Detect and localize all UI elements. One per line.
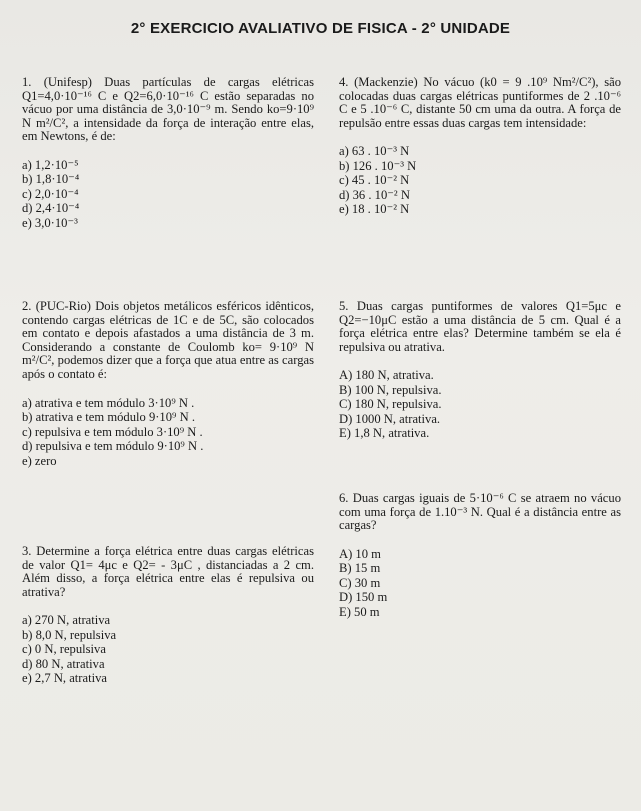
question-6-option-a: A) 10 m [339, 546, 381, 561]
question-6 [339, 492, 621, 619]
question-5-option-a: A) 180 N, atrativa. [339, 368, 434, 383]
question-6-option-d: D) 150 m [339, 590, 388, 605]
question-5-option-d: D) 1000 N, atrativa. [339, 411, 441, 426]
question-1-option-e: e) 3,0·10⁻³ [22, 215, 78, 230]
question-1 [22, 76, 314, 230]
question-5-option-e: E) 1,8 N, atrativa. [339, 426, 430, 441]
question-6-options [339, 547, 621, 620]
question-3-stem: 3. Determine a força elétrica entre duas cargas elétricas de valor Q1= 4μc e Q2= - 3μC , distanciadas a 2 cm. Além disso, a força elétrica entre elas é repulsiva ou atrativa? [22, 544, 314, 599]
page-title: 2° EXERCICIO AVALIATIVO DE FISICA - 2° UNIDADE [130, 20, 511, 37]
question-2-options [22, 396, 314, 469]
question-2-option-a: a) atrativa e tem módulo 3·10⁹ N . [22, 395, 195, 410]
question-6-option-c: C) 30 m [339, 575, 381, 590]
question-3-option-b: b) 8,0 N, repulsiva [22, 627, 117, 642]
question-1-stem: 1. (Unifesp) Duas partículas de cargas elétricas Q1=4,0·10⁻¹⁶ C e Q2=6,0·10⁻¹⁶ C estão separadas no vácuo por uma distância de 3,0·10⁻⁹ m. Sendo ko=9·10⁹ N m²/C², a intensidade da força de interação entre elas, em Newtons, é de: [22, 75, 314, 144]
question-1-option-a: a) 1,2·10⁻⁵ [22, 157, 79, 172]
question-3-option-e: e) 2,7 N, atrativa [22, 671, 107, 686]
question-5-stem: 5. Duas cargas puntiformes de valores Q1=5μc e Q2=−10μC estão a uma distância de 5 cm. Qual é a força elétrica entre elas? Determine também se ela é repulsiva ou atrativa. [339, 299, 621, 354]
question-4-option-a: a) 63 . 10⁻³ N [339, 144, 410, 159]
question-5-options [339, 368, 621, 441]
question-1-option-d: d) 2,4·10⁻⁴ [22, 201, 80, 216]
question-4-option-d: d) 36 . 10⁻² N [339, 187, 410, 202]
question-5-option-c: C) 180 N, repulsiva. [339, 397, 442, 412]
question-3 [22, 545, 314, 686]
question-6-option-e: E) 50 m [339, 604, 380, 619]
question-2-option-c: c) repulsiva e tem módulo 3·10⁹ N . [22, 424, 203, 439]
question-1-option-b: b) 1,8·10⁻⁴ [22, 172, 80, 187]
question-6-stem: 6. Duas cargas iguais de 5·10⁻⁶ C se atraem no vácuo com uma força de 1.10⁻³ N. Qual é a distância entre as cargas? [339, 491, 621, 533]
question-4-option-e: e) 18 . 10⁻² N [339, 202, 410, 217]
question-2-option-e: e) zero [22, 453, 57, 468]
question-3-option-a: a) 270 N, atrativa [22, 613, 111, 628]
question-2 [22, 300, 314, 468]
question-4-options [339, 144, 621, 217]
question-3-option-c: c) 0 N, repulsiva [22, 642, 106, 657]
question-1-option-c: c) 2,0·10⁻⁴ [22, 186, 79, 201]
question-3-option-d: d) 80 N, atrativa [22, 656, 105, 671]
question-5-option-b: B) 100 N, repulsiva. [339, 382, 442, 397]
question-4-option-b: b) 126 . 10⁻³ N [339, 158, 417, 173]
question-4-option-c: c) 45 . 10⁻² N [339, 173, 410, 188]
question-4-stem: 4. (Mackenzie) No vácuo (k0 = 9 .10⁹ Nm²/C²), são colocadas duas cargas elétricas puntiformes de 2 .10⁻⁶ C e 5 .10⁻⁶ C, distante 50 cm uma da outra. A força de repulsão entre essas duas cargas tem intensidade: [339, 75, 621, 130]
question-6-option-b: B) 15 m [339, 561, 381, 576]
question-2-stem: 2. (PUC-Rio) Dois objetos metálicos esféricos idênticos, contendo cargas elétricas de 1C e de 5C, são colocados em contato e depois afastados a uma distância de 3 m. Considerando a constante de Coulomb ko= 9·10⁹ N m²/C², podemos dizer que a força que atua entre as cargas após o contato é: [22, 299, 314, 381]
question-3-options [22, 613, 314, 686]
question-1-options [22, 158, 314, 231]
question-5 [339, 300, 621, 441]
question-2-option-b: b) atrativa e tem módulo 9·10⁹ N . [22, 410, 195, 425]
question-2-option-d: d) repulsiva e tem módulo 9·10⁹ N . [22, 439, 204, 454]
question-4 [339, 76, 621, 217]
